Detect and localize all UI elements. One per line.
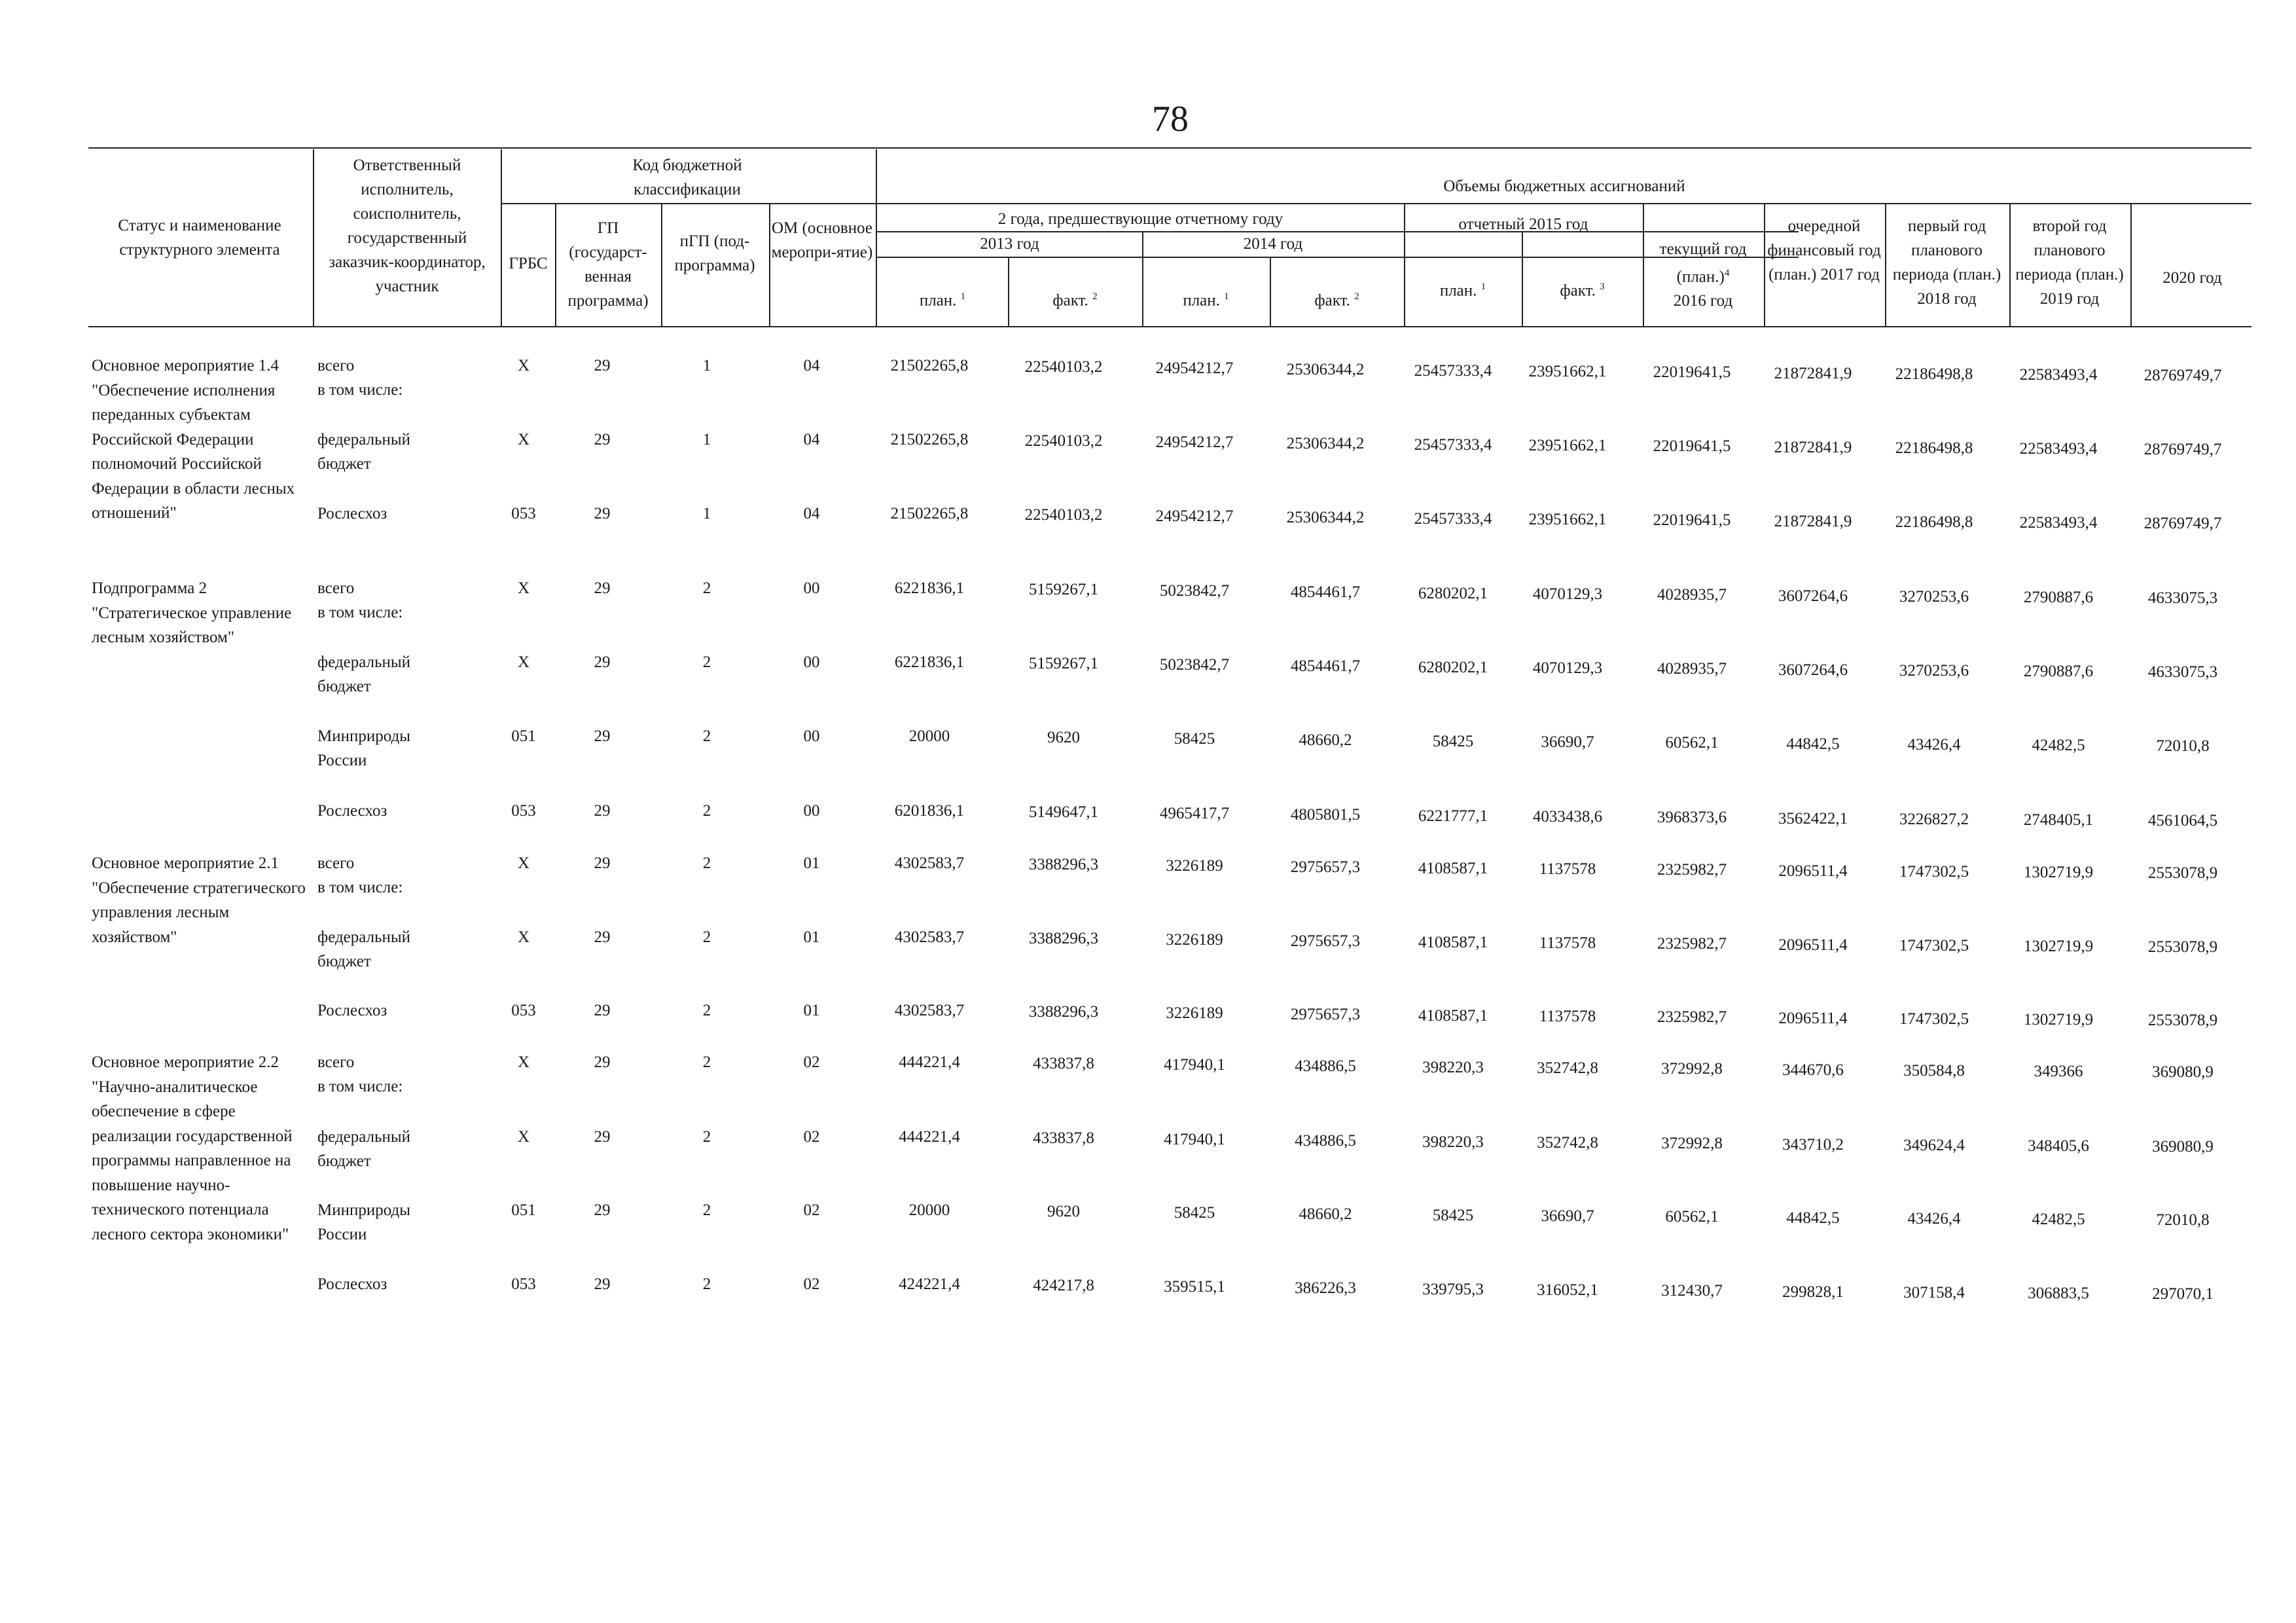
value-cell: 1137578 (1539, 860, 1596, 878)
header-first-plan-year: первый год планового периода (план.) 2018 год (1892, 217, 2001, 308)
value-cell: 44842,5 (1786, 1209, 1840, 1227)
value-cell: 348405,6 (2028, 1137, 2089, 1155)
value-cell: 4302583,7 (894, 1002, 965, 1019)
responsible-cell-line2: бюджет (317, 953, 371, 970)
pgp-cell: 2 (702, 727, 711, 745)
value-cell: 344670,6 (1782, 1061, 1844, 1079)
responsible-cell-line2: в том числе: (317, 604, 403, 621)
value-cell: 5023842,7 (1159, 656, 1230, 674)
pgp-cell: 2 (702, 1201, 711, 1219)
status-name: Основное мероприятие 1.4 "Обеспечение исполнения переданных субъектам Российской Федерации полномочий Российской Федерации в области лесных отношений" (92, 357, 295, 522)
value-cell: 352742,8 (1537, 1059, 1598, 1077)
om-cell: 01 (803, 1002, 820, 1019)
pgp-cell: 1 (702, 505, 711, 522)
om-cell: 04 (803, 505, 820, 522)
value-cell: 22186498,8 (1895, 513, 1973, 531)
header-2015-plan: план. $^1$ (1439, 282, 1486, 300)
value-cell: 21872841,9 (1774, 513, 1852, 530)
value-cell: 398220,3 (1422, 1059, 1484, 1076)
value-cell: 22186498,8 (1895, 439, 1973, 457)
value-cell: 25457333,4 (1414, 510, 1492, 528)
value-cell: 22583493,4 (2019, 366, 2098, 384)
value-cell: 22019641,5 (1653, 437, 1731, 455)
value-cell: 2790887,6 (2023, 663, 2094, 680)
header-gp: ГП (государст-венная программа) (567, 219, 649, 310)
value-cell: 359515,1 (1164, 1278, 1225, 1296)
header-grbs: ГРБС (509, 255, 548, 272)
responsible-cell: Минприроды (317, 727, 411, 745)
grbs-cell: X (517, 1053, 530, 1071)
header-2014-plan: план. $^1$ (1183, 291, 1229, 310)
value-cell: 1302719,9 (2023, 864, 2094, 881)
value-cell: 22540103,2 (1024, 432, 1103, 450)
responsible-cell: Рослесхоз (317, 505, 387, 522)
header-responsible: Ответственный исполнитель, соисполнитель, государственный заказчик-координатор, участник (329, 156, 486, 295)
responsible-cell: Рослесхоз (317, 1275, 387, 1293)
status-name: Основное мероприятие 2.1 "Обеспечение стратегического управления лесным хозяйством" (92, 854, 306, 946)
value-cell: 3226827,2 (1899, 811, 1969, 828)
value-cell: 2553078,9 (2147, 1012, 2218, 1029)
value-cell: 4070129,3 (1532, 659, 1603, 677)
value-cell: 1747302,5 (1899, 937, 1969, 955)
responsible-cell: всего (317, 579, 355, 597)
grbs-cell: 051 (511, 1201, 536, 1219)
value-cell: 4854461,7 (1290, 583, 1361, 601)
value-cell: 2325982,7 (1657, 935, 1727, 953)
pgp-cell: 1 (702, 431, 711, 448)
value-cell: 24954212,7 (1155, 359, 1234, 377)
value-cell: 3226189 (1166, 931, 1223, 949)
value-cell: 398220,3 (1422, 1133, 1484, 1151)
header-2013-plan: план. $^1$ (919, 291, 966, 310)
value-cell: 4633075,3 (2147, 589, 2218, 607)
pgp-cell: 1 (702, 357, 711, 374)
value-cell: 60562,1 (1665, 1208, 1719, 1226)
value-cell: 22019641,5 (1653, 363, 1731, 381)
gp-cell: 29 (594, 431, 611, 448)
value-cell: 43426,4 (1907, 736, 1961, 754)
header-2014: 2014 год (1243, 235, 1303, 253)
value-cell: 4854461,7 (1290, 657, 1361, 675)
value-cell: 58425 (1432, 733, 1474, 750)
value-cell: 3562422,1 (1778, 810, 1848, 828)
value-cell: 424221,4 (899, 1275, 960, 1293)
om-cell: 04 (803, 431, 820, 448)
value-cell: 3388296,3 (1028, 930, 1099, 947)
value-cell: 3607264,6 (1778, 661, 1848, 679)
header-2013-fact: факт. $^2$ (1052, 291, 1098, 310)
value-cell: 3388296,3 (1028, 1003, 1099, 1021)
value-cell: 24954212,7 (1155, 507, 1234, 525)
responsible-cell-line2: в том числе: (317, 879, 403, 896)
gp-cell: 29 (594, 1002, 611, 1019)
value-cell: 4302583,7 (894, 928, 965, 946)
pgp-cell: 2 (702, 1053, 711, 1071)
value-cell: 352742,8 (1537, 1134, 1598, 1152)
value-cell: 4633075,3 (2147, 663, 2218, 681)
value-cell: 417940,1 (1164, 1056, 1225, 1074)
value-cell: 2975657,3 (1290, 932, 1361, 950)
value-cell: 5159267,1 (1028, 581, 1099, 598)
value-cell: 2975657,3 (1290, 1006, 1361, 1023)
grbs-cell: X (517, 579, 530, 597)
value-cell: 3607264,6 (1778, 587, 1848, 605)
status-name: Основное мероприятие 2.2 "Научно-аналитическое обеспечение в сфере реализации государственной программы направленное на повышение научно-технического потенциала лесного сектора экономики" (92, 1053, 293, 1243)
value-cell: 22540103,2 (1024, 358, 1103, 376)
responsible-cell-line2: бюджет (317, 1152, 371, 1170)
value-cell: 1302719,9 (2023, 1011, 2094, 1029)
value-cell: 343710,2 (1782, 1136, 1844, 1154)
value-cell: 433837,8 (1033, 1129, 1094, 1147)
value-cell: 58425 (1174, 1204, 1215, 1222)
value-cell: 24954212,7 (1155, 433, 1234, 451)
value-cell: 5023842,7 (1159, 582, 1230, 600)
page-number: 78 (1152, 99, 1189, 139)
gp-cell: 29 (594, 1201, 611, 1219)
om-cell: 00 (803, 653, 820, 671)
value-cell: 72010,8 (2156, 1211, 2210, 1229)
om-cell: 02 (803, 1128, 820, 1146)
value-cell: 372992,8 (1661, 1135, 1723, 1152)
gp-cell: 29 (594, 579, 611, 597)
value-cell: 2096511,4 (1778, 862, 1848, 880)
value-cell: 25457333,4 (1414, 436, 1492, 454)
value-cell: 42482,5 (2032, 737, 2085, 754)
value-cell: 4070129,3 (1532, 585, 1603, 603)
grbs-cell: 053 (511, 802, 536, 820)
value-cell: 25306344,2 (1286, 509, 1365, 526)
value-cell: 349366 (2034, 1063, 2083, 1080)
value-cell: 5149647,1 (1028, 803, 1099, 821)
gp-cell: 29 (594, 505, 611, 522)
value-cell: 72010,8 (2156, 737, 2210, 755)
status-name: Подпрограмма 2 "Стратегическое управление лесным хозяйством" (92, 579, 292, 646)
header-pgp: пГП (под-программа) (674, 232, 755, 274)
value-cell: 23951662,1 (1528, 511, 1607, 528)
value-cell: 4028935,7 (1657, 660, 1727, 678)
responsible-cell: федеральный (317, 928, 411, 946)
grbs-cell: 053 (511, 505, 536, 522)
value-cell: 2096511,4 (1778, 1010, 1848, 1027)
pgp-cell: 2 (702, 1002, 711, 1019)
pgp-cell: 2 (702, 579, 711, 597)
value-cell: 297070,1 (2152, 1285, 2214, 1303)
value-cell: 339795,3 (1422, 1281, 1484, 1298)
gp-cell: 29 (594, 1275, 611, 1293)
value-cell: 25306344,2 (1286, 435, 1365, 452)
om-cell: 04 (803, 357, 820, 374)
value-cell: 307158,4 (1903, 1284, 1965, 1302)
grbs-cell: 053 (511, 1002, 536, 1019)
responsible-cell: Рослесхоз (317, 1002, 387, 1019)
om-cell: 00 (803, 727, 820, 745)
value-cell: 22186498,8 (1895, 365, 1973, 383)
value-cell: 28769749,7 (2144, 441, 2222, 458)
value-cell: 9620 (1047, 1203, 1080, 1220)
value-cell: 2096511,4 (1778, 936, 1848, 954)
value-cell: 44842,5 (1786, 735, 1840, 753)
value-cell: 6280202,1 (1418, 659, 1488, 676)
responsible-cell: Рослесхоз (317, 802, 387, 820)
value-cell: 424217,8 (1033, 1277, 1094, 1294)
responsible-cell-line2: бюджет (317, 678, 371, 695)
value-cell: 21502265,8 (890, 505, 969, 522)
grbs-cell: X (517, 854, 530, 872)
value-cell: 433837,8 (1033, 1055, 1094, 1072)
value-cell: 22583493,4 (2019, 440, 2098, 458)
value-cell: 417940,1 (1164, 1131, 1225, 1148)
header-current-year: текущий год (план.)$^4$ 2016 год (1659, 240, 1747, 310)
header-second-plan-year: второй год планового периода (план.) 2019 год (2015, 217, 2124, 308)
value-cell: 4108587,1 (1418, 934, 1488, 951)
value-cell: 2325982,7 (1657, 861, 1727, 879)
responsible-cell-line2: в том числе: (317, 1078, 403, 1095)
value-cell: 60562,1 (1665, 734, 1719, 752)
pgp-cell: 2 (702, 1128, 711, 1146)
value-cell: 6221836,1 (894, 579, 965, 597)
value-cell: 48660,2 (1299, 1205, 1352, 1223)
value-cell: 6280202,1 (1418, 585, 1488, 602)
grbs-cell: X (517, 653, 530, 671)
value-cell: 369080,9 (2152, 1063, 2214, 1081)
gp-cell: 29 (594, 727, 611, 745)
value-cell: 1747302,5 (1899, 863, 1969, 881)
value-cell: 42482,5 (2032, 1211, 2085, 1228)
value-cell: 316052,1 (1537, 1281, 1598, 1299)
header-next-year: очередной финансовый год (план.) 2017 год (1767, 217, 1881, 283)
value-cell: 4302583,7 (894, 854, 965, 872)
value-cell: 20000 (908, 1201, 950, 1219)
value-cell: 2553078,9 (2147, 938, 2218, 956)
value-cell: 36690,7 (1541, 1207, 1594, 1225)
value-cell: 1747302,5 (1899, 1010, 1969, 1028)
value-cell: 4805801,5 (1290, 806, 1361, 824)
value-cell: 22019641,5 (1653, 511, 1731, 529)
value-cell: 58425 (1432, 1207, 1474, 1224)
header-code-group: Код бюджетной классификации (632, 156, 742, 198)
pgp-cell: 2 (702, 928, 711, 946)
value-cell: 3270253,6 (1899, 662, 1969, 680)
value-cell: 9620 (1047, 729, 1080, 746)
header-2020: 2020 год (2162, 269, 2222, 287)
value-cell: 434886,5 (1295, 1132, 1356, 1150)
value-cell: 4108587,1 (1418, 1007, 1488, 1025)
value-cell: 444221,4 (899, 1128, 960, 1146)
grbs-cell: X (517, 431, 530, 448)
value-cell: 4108587,1 (1418, 860, 1488, 877)
gp-cell: 29 (594, 1053, 611, 1071)
value-cell: 3270253,6 (1899, 588, 1969, 606)
value-cell: 3226189 (1166, 857, 1223, 875)
responsible-cell: федеральный (317, 1128, 411, 1146)
value-cell: 2553078,9 (2147, 864, 2218, 882)
value-cell: 1137578 (1539, 1008, 1596, 1025)
value-cell: 20000 (908, 727, 950, 745)
header-om: ОМ (основное меропри-ятие) (771, 219, 873, 261)
om-cell: 02 (803, 1053, 820, 1071)
responsible-cell: федеральный (317, 431, 411, 448)
value-cell: 28769749,7 (2144, 515, 2222, 532)
value-cell: 21502265,8 (890, 431, 969, 448)
value-cell: 21502265,8 (890, 357, 969, 374)
grbs-cell: X (517, 357, 530, 374)
value-cell: 369080,9 (2152, 1138, 2214, 1156)
value-cell: 48660,2 (1299, 731, 1352, 749)
responsible-cell: всего (317, 357, 355, 374)
value-cell: 43426,4 (1907, 1210, 1961, 1228)
value-cell: 1137578 (1539, 934, 1596, 952)
responsible-cell: Минприроды (317, 1201, 411, 1219)
value-cell: 58425 (1174, 730, 1215, 748)
value-cell: 4965417,7 (1159, 805, 1230, 822)
header-2013: 2013 год (980, 235, 1039, 253)
value-cell: 22583493,4 (2019, 514, 2098, 532)
grbs-cell: X (517, 1128, 530, 1146)
responsible-cell: всего (317, 1053, 355, 1071)
header-2015-fact: факт. $^3$ (1560, 282, 1605, 300)
value-cell: 25306344,2 (1286, 361, 1365, 378)
value-cell: 2790887,6 (2023, 589, 2094, 606)
pgp-cell: 2 (702, 854, 711, 872)
value-cell: 350584,8 (1903, 1062, 1965, 1080)
value-cell: 434886,5 (1295, 1057, 1356, 1075)
value-cell: 6221836,1 (894, 653, 965, 671)
pgp-cell: 2 (702, 802, 711, 820)
value-cell: 299828,1 (1782, 1283, 1844, 1301)
header-two-years: 2 года, предшествующие отчетному году (997, 210, 1283, 228)
responsible-cell-line2: России (317, 752, 367, 769)
gp-cell: 29 (594, 802, 611, 820)
responsible-cell: федеральный (317, 653, 411, 671)
om-cell: 02 (803, 1201, 820, 1219)
header-reporting: отчетный 2015 год (1458, 215, 1588, 233)
value-cell: 21872841,9 (1774, 365, 1852, 382)
value-cell: 2975657,3 (1290, 858, 1361, 876)
value-cell: 22540103,2 (1024, 506, 1103, 524)
value-cell: 4033438,6 (1532, 808, 1603, 826)
header-2014-fact: факт. $^2$ (1314, 291, 1359, 310)
value-cell: 3226189 (1166, 1004, 1223, 1022)
value-cell: 386226,3 (1295, 1279, 1356, 1297)
value-cell: 349624,4 (1903, 1137, 1965, 1154)
value-cell: 23951662,1 (1528, 437, 1607, 454)
value-cell: 372992,8 (1661, 1060, 1723, 1078)
grbs-cell: 051 (511, 727, 536, 745)
value-cell: 25457333,4 (1414, 362, 1492, 380)
om-cell: 00 (803, 579, 820, 597)
gp-cell: 29 (594, 1128, 611, 1146)
grbs-cell: X (517, 928, 530, 946)
value-cell: 306883,5 (2028, 1285, 2089, 1302)
gp-cell: 29 (594, 928, 611, 946)
responsible-cell-line2: России (317, 1226, 367, 1243)
value-cell: 36690,7 (1541, 733, 1594, 751)
om-cell: 01 (803, 928, 820, 946)
value-cell: 4561064,5 (2147, 812, 2218, 830)
value-cell: 312430,7 (1661, 1282, 1723, 1300)
grbs-cell: 053 (511, 1275, 536, 1293)
om-cell: 00 (803, 802, 820, 820)
value-cell: 3968373,6 (1657, 809, 1727, 826)
value-cell: 2748405,1 (2023, 811, 2094, 829)
gp-cell: 29 (594, 357, 611, 374)
value-cell: 1302719,9 (2023, 938, 2094, 955)
value-cell: 3388296,3 (1028, 856, 1099, 873)
om-cell: 02 (803, 1275, 820, 1293)
header-status: Статус и наименование структурного элемента (118, 217, 281, 259)
value-cell: 444221,4 (899, 1053, 960, 1071)
responsible-cell: всего (317, 854, 355, 872)
value-cell: 23951662,1 (1528, 363, 1607, 380)
value-cell: 6221777,1 (1418, 807, 1488, 825)
gp-cell: 29 (594, 653, 611, 671)
value-cell: 4028935,7 (1657, 586, 1727, 604)
responsible-cell-line2: бюджет (317, 455, 371, 473)
value-cell: 5159267,1 (1028, 655, 1099, 672)
value-cell: 2325982,7 (1657, 1008, 1727, 1026)
value-cell: 21872841,9 (1774, 439, 1852, 456)
responsible-cell-line2: в том числе: (317, 381, 403, 399)
pgp-cell: 2 (702, 653, 711, 671)
om-cell: 01 (803, 854, 820, 872)
value-cell: 6201836,1 (894, 802, 965, 820)
value-cell: 28769749,7 (2144, 367, 2222, 384)
pgp-cell: 2 (702, 1275, 711, 1293)
header-volumes: Объемы бюджетных ассигнований (1443, 177, 1685, 195)
gp-cell: 29 (594, 854, 611, 872)
